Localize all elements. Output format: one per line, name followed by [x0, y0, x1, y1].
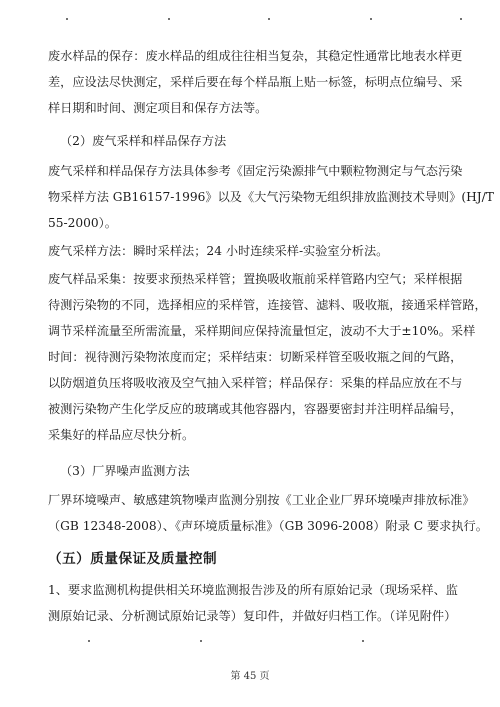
text-line: 厂界环境噪声、敏感建筑物噪声监测分别按《工业企业厂界环境噪声排放标准》 [48, 493, 475, 507]
scan-speck [370, 18, 372, 20]
scan-speck [66, 18, 68, 20]
subheading-text: （2）废气采样和样品保存方法 [60, 134, 227, 148]
text-line: 采集好的样品应尽快分析。 [48, 428, 195, 442]
paragraph-exhaust-collection [48, 266, 487, 448]
text-line: 被测污染物产生化学反应的玻璃或其他容器内，容器要密封并注明样品编号， [48, 402, 463, 416]
scan-speck [460, 18, 462, 20]
text-line: 时间：视待测污染物浓度而定；采样结束：切断采样管至吸收瓶之间的气路， [48, 350, 463, 364]
text-line: 废水样品的保存：废水样品的组成往往相当复杂，其稳定性通常比地表水样更 [48, 49, 463, 63]
text-line: 废气采样方法：瞬时采样法；24 小时连续采样-实验室分析法。 [48, 244, 389, 258]
subheading-noise [60, 458, 458, 484]
text-line: 1、要求监测机构提供相关环境监测报告涉及的所有原始记录（现场采样、监 [48, 583, 458, 597]
paragraph-quality-records [48, 577, 458, 629]
text-line: 调节采样流量至所需流量，采样期间应保持流量恒定，波动不大于±10%。采样 [48, 324, 476, 338]
text-line: 以防烟道负压将吸收液及空气抽入采样管；样品保存：采集的样品应放在不与 [48, 376, 463, 390]
text-line: 废气样品采集：按要求预热采样管；置换吸收瓶前采样管路内空气；采样根据 [48, 272, 463, 286]
subheading-text: （3）厂界噪声监测方法 [60, 464, 190, 478]
text-line: 差，应设法尽快测定，采样后要在每个样品瓶上贴一标签，标明点位编号、采 [48, 75, 463, 89]
scan-speck [200, 640, 202, 642]
text-line: （GB 12348-2008）、《声环境质量标准》（GB 3096-2008）附录 C 要求执行。 [48, 519, 488, 533]
text-line: 待测污染物的不同，选择相应的采样管，连接管、滤料、吸收瓶，接通采样管路， [48, 298, 487, 312]
text-line: 测原始记录、分析测试原始记录等）复印件，并做好归档工作。（详见附件） [48, 609, 457, 623]
paragraph-wastewater-storage [48, 43, 463, 121]
paragraph-exhaust-reference [48, 158, 494, 236]
section-heading-quality: （五）质量保证及质量控制 [48, 551, 218, 567]
page-number: 第 45 页 [230, 671, 270, 682]
scan-speck [88, 640, 90, 642]
paragraph-exhaust-method [48, 238, 458, 264]
subheading-exhaust-gas [60, 128, 458, 154]
scan-speck [362, 640, 364, 642]
text-line: 物采样方法 GB16157-1996》以及《大气污染物无组织排放监测技术导则》(HJ/T [48, 190, 494, 204]
text-line: 55-2000）。 [48, 216, 117, 230]
scan-speck [168, 18, 170, 20]
text-line: 废气采样和样品保存方法具体参考《固定污染源排气中颗粒物测定与气态污染 [48, 164, 463, 178]
text-line: 样日期和时间、测定项目和保存方法等。 [48, 101, 268, 115]
scan-speck [268, 18, 270, 20]
paragraph-noise-standards [48, 487, 488, 539]
